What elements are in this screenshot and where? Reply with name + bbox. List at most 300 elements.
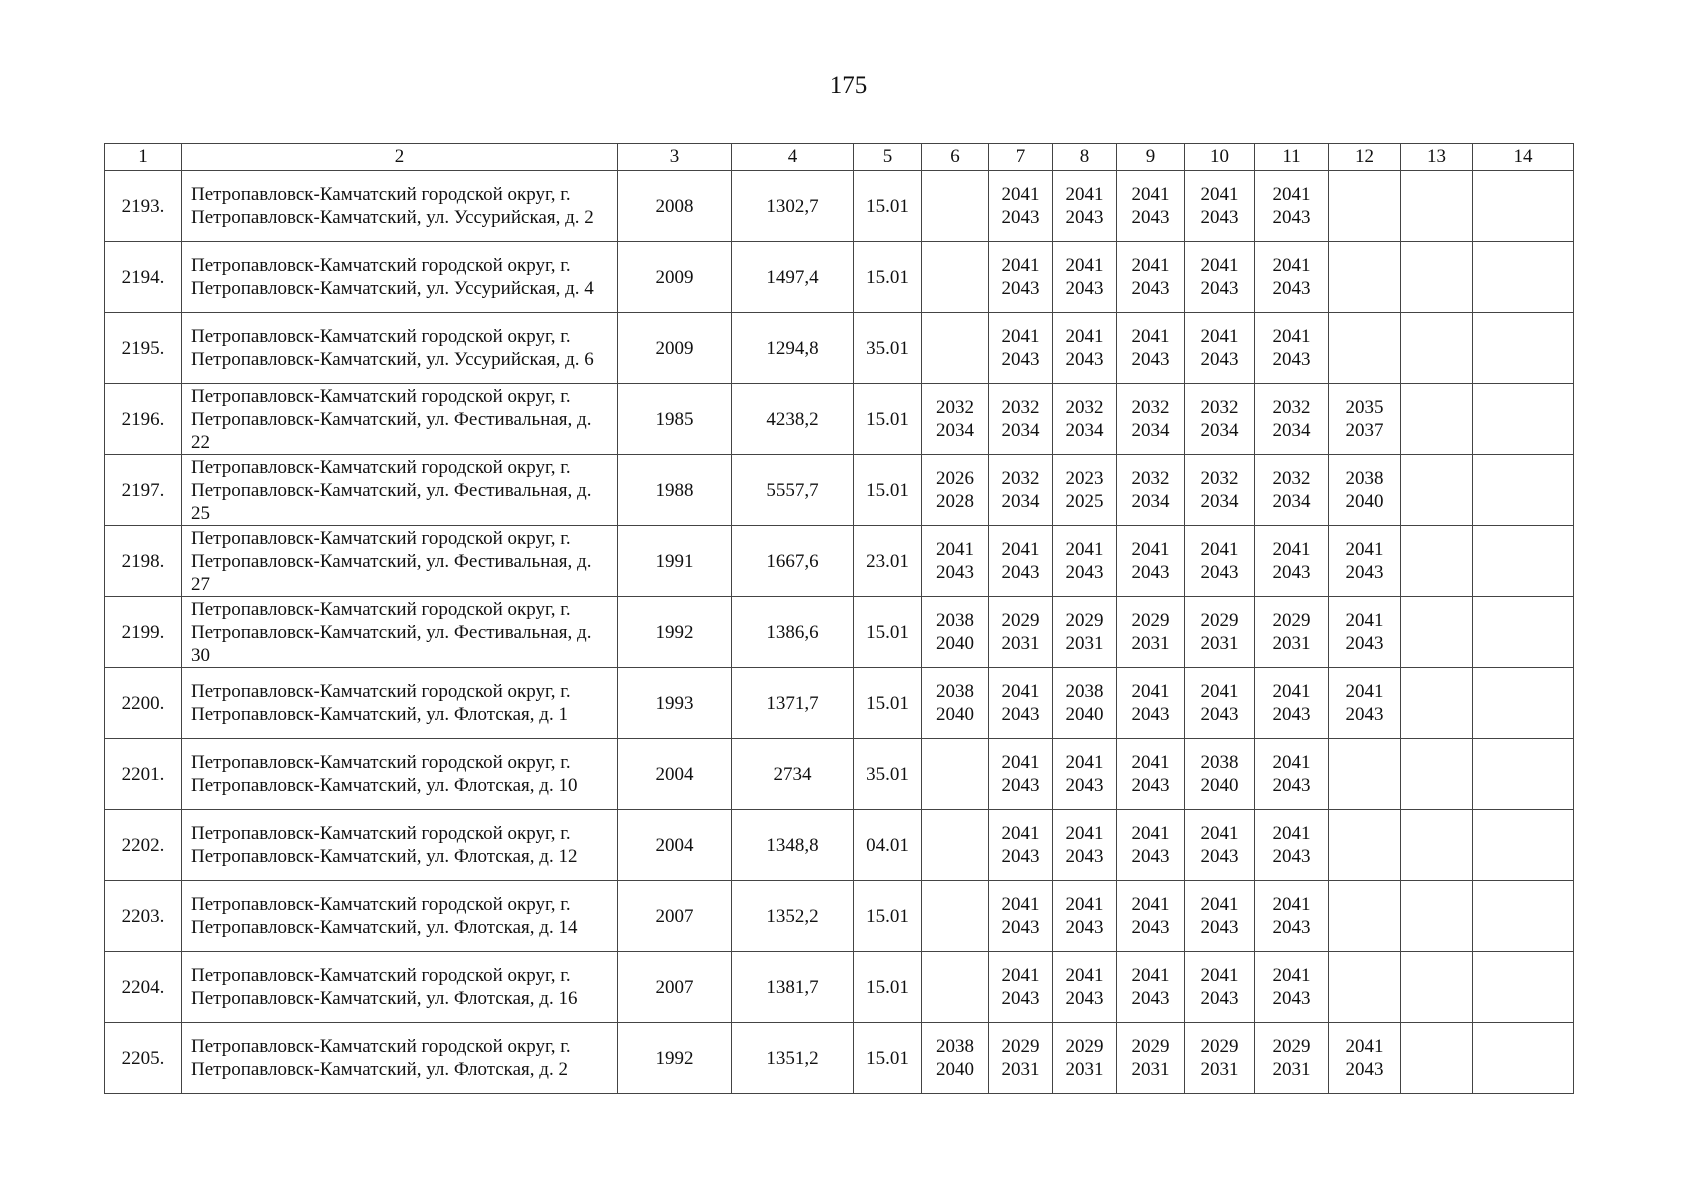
period-cell-c9 — [1117, 1023, 1185, 1094]
address-cell: Петропавловск-Камчатский городской округ, г. Петропавловск-Камчатский, ул. Фестивальная, д. 27 — [182, 526, 618, 597]
blank-col-13 — [1401, 597, 1473, 668]
period-cell-c7 — [989, 597, 1053, 668]
period-cell-c9 — [1117, 881, 1185, 952]
period-start: 2029 — [1272, 610, 1311, 631]
period-start: 2041 — [1001, 255, 1040, 276]
area-cell: 4238,2 — [732, 384, 854, 455]
blank-col-13 — [1401, 810, 1473, 881]
period-cell-c11 — [1255, 1023, 1329, 1094]
period-end: 2043 — [1131, 349, 1170, 370]
period-end: 2043 — [1131, 562, 1170, 583]
year-cell: 1985 — [618, 384, 732, 455]
period-end: 2043 — [1001, 562, 1040, 583]
period-cell-c9 — [1117, 242, 1185, 313]
year-cell: 2004 — [618, 810, 732, 881]
address-cell: Петропавловск-Камчатский городской округ, г. Петропавловск-Камчатский, ул. Уссурийская, д. 2 — [182, 171, 618, 242]
period-start: 2032 — [1001, 468, 1040, 489]
period-cell-c6 — [922, 597, 989, 668]
period-start: 2041 — [1001, 539, 1040, 560]
period-start: 2029 — [1001, 610, 1040, 631]
period-cell-c6 — [922, 1023, 989, 1094]
period-start: 2041 — [1272, 255, 1311, 276]
period-cell-c9 — [1117, 455, 1185, 526]
column-header: 5 — [854, 144, 922, 171]
period-end: 2043 — [1001, 846, 1040, 867]
column-header: 6 — [922, 144, 989, 171]
period-cell-c10 — [1185, 384, 1255, 455]
period-end: 2034 — [1200, 420, 1239, 441]
period-cell-c9 — [1117, 597, 1185, 668]
period-start: 2041 — [1001, 894, 1040, 915]
row-number: 2196. — [105, 384, 182, 455]
period-start: 2041 — [1001, 681, 1040, 702]
period-start: 2041 — [1065, 539, 1104, 560]
blank-col-13 — [1401, 171, 1473, 242]
period-start: 2041 — [936, 539, 974, 560]
period-end: 2043 — [1272, 988, 1311, 1009]
period-start: 2041 — [1065, 184, 1104, 205]
period-end: 2031 — [1272, 633, 1311, 654]
period-cell-c8 — [1053, 881, 1117, 952]
period-end: 2037 — [1345, 420, 1384, 441]
period-end: 2043 — [1272, 207, 1311, 228]
period-cell-c8 — [1053, 384, 1117, 455]
period-cell-c12 — [1329, 810, 1401, 881]
period-cell-c7 — [989, 881, 1053, 952]
period-end: 2043 — [1200, 349, 1239, 370]
year-cell: 2008 — [618, 171, 732, 242]
period-start: 2041 — [1200, 539, 1239, 560]
period-cell-c12 — [1329, 313, 1401, 384]
period-start: 2041 — [1001, 752, 1040, 773]
period-end: 2043 — [1065, 988, 1104, 1009]
period-start: 2041 — [1345, 539, 1384, 560]
period-start: 2041 — [1131, 965, 1170, 986]
blank-col-13 — [1401, 952, 1473, 1023]
table-row — [105, 810, 1574, 881]
blank-col-14 — [1473, 952, 1574, 1023]
period-start: 2032 — [1131, 397, 1170, 418]
period-start: 2038 — [1200, 752, 1239, 773]
code-cell: 15.01 — [854, 455, 922, 526]
period-end: 2043 — [1065, 349, 1104, 370]
period-cell-c11 — [1255, 384, 1329, 455]
period-cell-c11 — [1255, 171, 1329, 242]
period-cell-c9 — [1117, 313, 1185, 384]
period-end: 2043 — [1001, 704, 1040, 725]
code-cell: 04.01 — [854, 810, 922, 881]
row-number: 2202. — [105, 810, 182, 881]
period-end: 2034 — [1272, 491, 1311, 512]
period-end: 2031 — [1065, 1059, 1104, 1080]
period-end: 2025 — [1065, 491, 1104, 512]
address-cell: Петропавловск-Камчатский городской округ, г. Петропавловск-Камчатский, ул. Флотская, д. 12 — [182, 810, 618, 881]
row-number: 2204. — [105, 952, 182, 1023]
period-end: 2043 — [1131, 704, 1170, 725]
blank-col-14 — [1473, 597, 1574, 668]
period-cell-c7 — [989, 952, 1053, 1023]
period-cell-c6 — [922, 171, 989, 242]
table-row — [105, 881, 1574, 952]
period-end: 2040 — [1065, 704, 1104, 725]
period-end: 2031 — [1001, 633, 1040, 654]
column-header: 4 — [732, 144, 854, 171]
period-start: 2041 — [1272, 184, 1311, 205]
table-row — [105, 952, 1574, 1023]
column-header: 13 — [1401, 144, 1473, 171]
blank-col-13 — [1401, 455, 1473, 526]
period-start: 2032 — [1001, 397, 1040, 418]
period-cell-c12 — [1329, 455, 1401, 526]
period-start: 2041 — [1131, 823, 1170, 844]
row-number: 2194. — [105, 242, 182, 313]
blank-col-13 — [1401, 1023, 1473, 1094]
header-row — [105, 144, 1574, 171]
area-cell: 1667,6 — [732, 526, 854, 597]
period-cell-c10 — [1185, 739, 1255, 810]
period-start: 2041 — [1131, 184, 1170, 205]
period-start: 2032 — [1200, 468, 1239, 489]
period-start: 2029 — [1065, 1036, 1104, 1057]
blank-col-13 — [1401, 384, 1473, 455]
period-start: 2041 — [1200, 681, 1239, 702]
table-row — [105, 455, 1574, 526]
period-start: 2041 — [1065, 752, 1104, 773]
table-row — [105, 526, 1574, 597]
period-cell-c8 — [1053, 1023, 1117, 1094]
period-cell-c9 — [1117, 526, 1185, 597]
page-number: 175 — [829, 72, 868, 99]
address-cell: Петропавловск-Камчатский городской округ, г. Петропавловск-Камчатский, ул. Флотская, д. 1 — [182, 668, 618, 739]
period-cell-c12 — [1329, 526, 1401, 597]
period-cell-c8 — [1053, 668, 1117, 739]
period-end: 2043 — [1345, 562, 1384, 583]
period-cell-c11 — [1255, 952, 1329, 1023]
period-start: 2041 — [1001, 326, 1040, 347]
period-cell-c8 — [1053, 952, 1117, 1023]
period-end: 2043 — [1345, 633, 1384, 654]
period-cell-c6 — [922, 739, 989, 810]
column-header: 2 — [182, 144, 618, 171]
period-cell-c8 — [1053, 455, 1117, 526]
row-number: 2198. — [105, 526, 182, 597]
period-end: 2034 — [1065, 420, 1104, 441]
code-cell: 15.01 — [854, 242, 922, 313]
period-end: 2043 — [1272, 278, 1311, 299]
table-row — [105, 739, 1574, 810]
period-start: 2041 — [1131, 894, 1170, 915]
period-end: 2043 — [1345, 704, 1384, 725]
column-header: 7 — [989, 144, 1053, 171]
period-end: 2043 — [1200, 988, 1239, 1009]
period-start: 2041 — [1001, 965, 1040, 986]
period-end: 2043 — [1065, 207, 1104, 228]
period-start: 2038 — [936, 610, 974, 631]
period-cell-c12 — [1329, 171, 1401, 242]
address-cell: Петропавловск-Камчатский городской округ, г. Петропавловск-Камчатский, ул. Уссурийская, д. 6 — [182, 313, 618, 384]
period-cell-c10 — [1185, 810, 1255, 881]
column-header: 10 — [1185, 144, 1255, 171]
period-cell-c7 — [989, 455, 1053, 526]
period-end: 2031 — [1001, 1059, 1040, 1080]
period-cell-c11 — [1255, 810, 1329, 881]
period-end: 2034 — [1272, 420, 1311, 441]
period-start: 2041 — [1200, 965, 1239, 986]
table-row — [105, 171, 1574, 242]
period-start: 2041 — [1065, 326, 1104, 347]
period-cell-c12 — [1329, 881, 1401, 952]
period-end: 2034 — [936, 420, 974, 441]
period-start: 2029 — [1001, 1036, 1040, 1057]
period-end: 2043 — [1131, 988, 1170, 1009]
period-cell-c7 — [989, 171, 1053, 242]
period-cell-c11 — [1255, 242, 1329, 313]
period-start: 2041 — [1131, 326, 1170, 347]
period-cell-c6 — [922, 526, 989, 597]
period-start: 2041 — [1345, 1036, 1384, 1057]
period-cell-c7 — [989, 526, 1053, 597]
period-cell-c9 — [1117, 739, 1185, 810]
period-start: 2032 — [936, 397, 974, 418]
period-cell-c7 — [989, 313, 1053, 384]
period-start: 2038 — [936, 1036, 974, 1057]
period-start: 2041 — [1131, 752, 1170, 773]
period-end: 2031 — [1200, 1059, 1239, 1080]
period-start: 2038 — [1065, 681, 1104, 702]
area-cell: 1348,8 — [732, 810, 854, 881]
period-start: 2029 — [1065, 610, 1104, 631]
period-start: 2041 — [1272, 539, 1311, 560]
blank-col-13 — [1401, 526, 1473, 597]
column-header: 12 — [1329, 144, 1401, 171]
period-start: 2032 — [1131, 468, 1170, 489]
period-start: 2038 — [936, 681, 974, 702]
period-start: 2032 — [1200, 397, 1239, 418]
period-start: 2041 — [1065, 894, 1104, 915]
period-start: 2032 — [1272, 468, 1311, 489]
period-cell-c11 — [1255, 526, 1329, 597]
row-number: 2200. — [105, 668, 182, 739]
period-end: 2043 — [936, 562, 974, 583]
row-number: 2199. — [105, 597, 182, 668]
code-cell: 15.01 — [854, 952, 922, 1023]
period-end: 2043 — [1001, 349, 1040, 370]
period-end: 2043 — [1200, 278, 1239, 299]
period-cell-c10 — [1185, 881, 1255, 952]
column-header: 3 — [618, 144, 732, 171]
period-start: 2029 — [1200, 1036, 1239, 1057]
column-header: 1 — [105, 144, 182, 171]
code-cell: 15.01 — [854, 597, 922, 668]
area-cell: 1381,7 — [732, 952, 854, 1023]
period-start: 2041 — [1200, 894, 1239, 915]
blank-col-14 — [1473, 171, 1574, 242]
period-cell-c9 — [1117, 668, 1185, 739]
code-cell: 35.01 — [854, 313, 922, 384]
period-start: 2041 — [1200, 823, 1239, 844]
period-end: 2043 — [1272, 349, 1311, 370]
period-start: 2041 — [1065, 965, 1104, 986]
blank-col-14 — [1473, 526, 1574, 597]
period-cell-c8 — [1053, 242, 1117, 313]
year-cell: 2004 — [618, 739, 732, 810]
blank-col-13 — [1401, 668, 1473, 739]
period-end: 2043 — [1001, 207, 1040, 228]
code-cell: 35.01 — [854, 739, 922, 810]
period-cell-c6 — [922, 952, 989, 1023]
period-cell-c12 — [1329, 952, 1401, 1023]
period-end: 2031 — [1200, 633, 1239, 654]
period-end: 2043 — [1272, 562, 1311, 583]
row-number: 2203. — [105, 881, 182, 952]
period-start: 2029 — [1200, 610, 1239, 631]
period-start: 2041 — [1272, 894, 1311, 915]
period-cell-c12 — [1329, 739, 1401, 810]
area-cell: 1371,7 — [732, 668, 854, 739]
blank-col-14 — [1473, 810, 1574, 881]
period-end: 2043 — [1131, 846, 1170, 867]
period-cell-c8 — [1053, 526, 1117, 597]
year-cell: 1991 — [618, 526, 732, 597]
period-start: 2029 — [1131, 610, 1170, 631]
column-header: 14 — [1473, 144, 1574, 171]
period-end: 2043 — [1065, 846, 1104, 867]
period-end: 2040 — [1345, 491, 1384, 512]
period-end: 2034 — [1131, 491, 1170, 512]
period-cell-c6 — [922, 810, 989, 881]
period-start: 2041 — [1065, 255, 1104, 276]
area-cell: 1497,4 — [732, 242, 854, 313]
period-end: 2031 — [1065, 633, 1104, 654]
row-number: 2197. — [105, 455, 182, 526]
blank-col-14 — [1473, 739, 1574, 810]
year-cell: 1988 — [618, 455, 732, 526]
period-cell-c11 — [1255, 668, 1329, 739]
blank-col-13 — [1401, 242, 1473, 313]
area-cell: 1294,8 — [732, 313, 854, 384]
period-start: 2041 — [1272, 326, 1311, 347]
address-cell: Петропавловск-Камчатский городской округ, г. Петропавловск-Камчатский, ул. Флотская, д. 2 — [182, 1023, 618, 1094]
period-end: 2034 — [1001, 420, 1040, 441]
period-start: 2041 — [1001, 823, 1040, 844]
period-start: 2032 — [1065, 397, 1104, 418]
blank-col-14 — [1473, 242, 1574, 313]
period-start: 2041 — [1272, 681, 1311, 702]
period-start: 2041 — [1200, 326, 1239, 347]
period-start: 2041 — [1131, 255, 1170, 276]
area-cell: 1386,6 — [732, 597, 854, 668]
blank-col-14 — [1473, 455, 1574, 526]
period-end: 2043 — [1131, 278, 1170, 299]
period-start: 2032 — [1272, 397, 1311, 418]
period-cell-c9 — [1117, 952, 1185, 1023]
year-cell: 2007 — [618, 952, 732, 1023]
period-end: 2040 — [936, 633, 974, 654]
blank-col-14 — [1473, 313, 1574, 384]
area-cell: 1351,2 — [732, 1023, 854, 1094]
period-start: 2041 — [1345, 681, 1384, 702]
period-cell-c7 — [989, 242, 1053, 313]
period-cell-c10 — [1185, 668, 1255, 739]
code-cell: 15.01 — [854, 384, 922, 455]
period-cell-c12 — [1329, 242, 1401, 313]
period-start: 2041 — [1065, 823, 1104, 844]
period-cell-c7 — [989, 1023, 1053, 1094]
row-number: 2205. — [105, 1023, 182, 1094]
address-cell: Петропавловск-Камчатский городской округ, г. Петропавловск-Камчатский, ул. Фестивальная, д. 22 — [182, 384, 618, 455]
period-end: 2028 — [936, 491, 974, 512]
period-cell-c10 — [1185, 171, 1255, 242]
period-end: 2031 — [1272, 1059, 1311, 1080]
period-cell-c11 — [1255, 739, 1329, 810]
year-cell: 1993 — [618, 668, 732, 739]
period-start: 2041 — [1272, 752, 1311, 773]
period-end: 2040 — [1200, 775, 1239, 796]
period-start: 2041 — [1131, 539, 1170, 560]
table-body — [105, 171, 1574, 1094]
period-cell-c9 — [1117, 384, 1185, 455]
period-cell-c7 — [989, 810, 1053, 881]
blank-col-14 — [1473, 668, 1574, 739]
period-end: 2034 — [1200, 491, 1239, 512]
period-end: 2043 — [1065, 917, 1104, 938]
address-cell: Петропавловск-Камчатский городской округ, г. Петропавловск-Камчатский, ул. Фестивальная, д. 30 — [182, 597, 618, 668]
blank-col-14 — [1473, 881, 1574, 952]
period-cell-c10 — [1185, 952, 1255, 1023]
period-start: 2023 — [1065, 468, 1104, 489]
code-cell: 23.01 — [854, 526, 922, 597]
area-cell: 1302,7 — [732, 171, 854, 242]
row-number: 2195. — [105, 313, 182, 384]
period-start: 2029 — [1272, 1036, 1311, 1057]
period-end: 2031 — [1131, 633, 1170, 654]
period-end: 2043 — [1001, 278, 1040, 299]
period-end: 2043 — [1131, 917, 1170, 938]
period-start: 2041 — [1272, 965, 1311, 986]
period-cell-c8 — [1053, 739, 1117, 810]
period-cell-c11 — [1255, 313, 1329, 384]
code-cell: 15.01 — [854, 171, 922, 242]
period-end: 2034 — [1131, 420, 1170, 441]
period-cell-c12 — [1329, 668, 1401, 739]
period-start: 2035 — [1345, 397, 1384, 418]
period-end: 2034 — [1001, 491, 1040, 512]
period-end: 2043 — [1200, 917, 1239, 938]
address-cell: Петропавловск-Камчатский городской округ, г. Петропавловск-Камчатский, ул. Флотская, д. 10 — [182, 739, 618, 810]
period-end: 2043 — [1272, 846, 1311, 867]
period-cell-c6 — [922, 242, 989, 313]
year-cell: 1992 — [618, 597, 732, 668]
table-row — [105, 384, 1574, 455]
period-cell-c6 — [922, 313, 989, 384]
period-cell-c10 — [1185, 597, 1255, 668]
period-cell-c8 — [1053, 597, 1117, 668]
period-end: 2043 — [1001, 917, 1040, 938]
period-end: 2031 — [1131, 1059, 1170, 1080]
period-end: 2043 — [1065, 775, 1104, 796]
period-cell-c10 — [1185, 1023, 1255, 1094]
year-cell: 1992 — [618, 1023, 732, 1094]
period-start: 2026 — [936, 468, 974, 489]
period-start: 2041 — [1200, 184, 1239, 205]
period-end: 2043 — [1200, 207, 1239, 228]
period-start: 2041 — [1200, 255, 1239, 276]
period-end: 2040 — [936, 704, 974, 725]
period-cell-c6 — [922, 384, 989, 455]
register-table — [104, 143, 1574, 1094]
period-end: 2043 — [1065, 278, 1104, 299]
period-end: 2043 — [1200, 846, 1239, 867]
